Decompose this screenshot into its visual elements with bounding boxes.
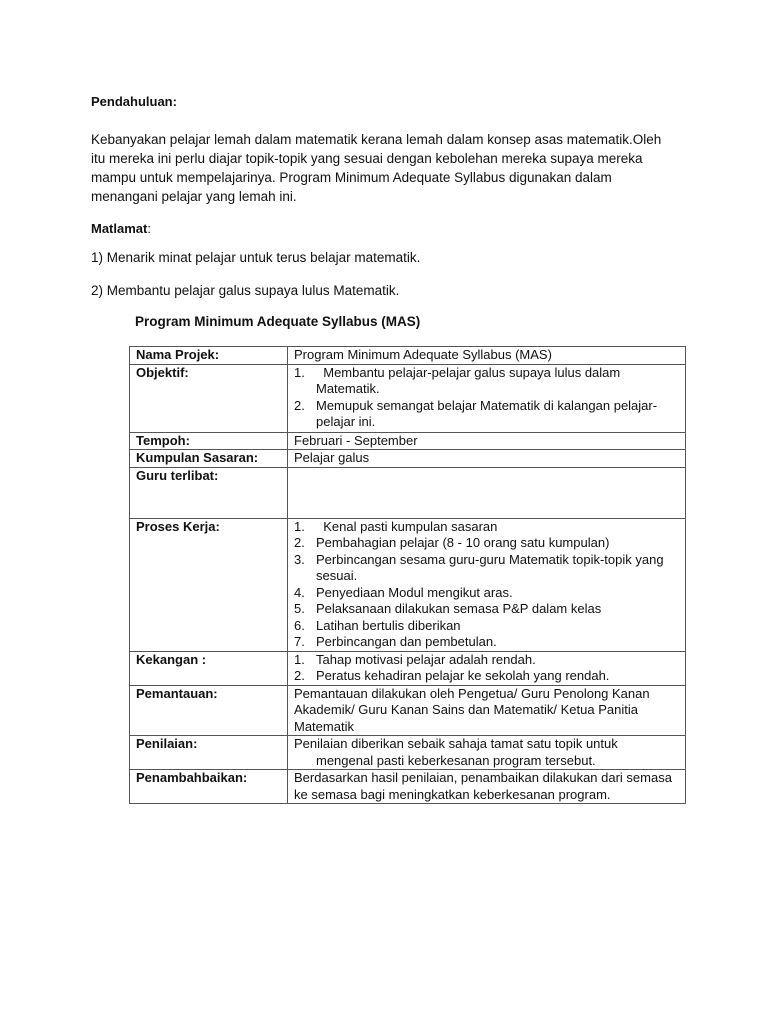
project-table — [129, 346, 686, 804]
item-text: Kenal pasti kumpulan sasaran — [316, 518, 498, 534]
table-row — [130, 364, 686, 432]
row-value: Program Minimum Adequate Syllabus (MAS) — [288, 347, 686, 365]
row-label: Kekangan : — [130, 651, 288, 685]
list-item — [294, 668, 679, 685]
row-value: Pemantauan dilakukan oleh Pengetua/ Guru Penolong Kanan Akademik/ Guru Kanan Sains dan Matematik/ Ketua Panitia Matematik — [288, 685, 686, 736]
intro-line: itu mereka ini perlu diajar topik-topik yang sesuai dengan kebolehan mereka supaya mereka — [91, 151, 643, 166]
kekangan-list — [294, 652, 679, 685]
list-item — [294, 634, 679, 651]
list-item — [294, 601, 679, 618]
intro-line: mampu untuk mempelajarinya. Program Minimum Adequate Syllabus digunakan dalam — [91, 170, 612, 185]
row-value: Berdasarkan hasil penilaian, penambaikan dilakukan dari semasa ke semasa bagi meningkatkan keberkesanan program. — [288, 770, 686, 804]
item-number: 4. — [294, 584, 305, 600]
item-text: Peratus kehadiran pelajar ke sekolah yang rendah. — [316, 668, 610, 683]
item-number: 1. — [294, 518, 305, 534]
row-label: Nama Projek: — [130, 347, 288, 365]
row-label: Guru terlibat: — [130, 467, 288, 518]
list-item — [294, 365, 679, 398]
matlamat-heading-text: Matlamat — [91, 221, 148, 236]
row-label: Pemantauan: — [130, 685, 288, 736]
intro-line: Kebanyakan pelajar lemah dalam matematik kerana lemah dalam konsep asas matematik.Oleh — [91, 132, 662, 147]
item-text: Tahap motivasi pelajar adalah rendah. — [316, 651, 536, 667]
table-row — [130, 432, 686, 450]
list-item — [294, 519, 679, 536]
table-row — [130, 651, 686, 685]
item-number: 1. — [294, 651, 305, 667]
matlamat-colon: : — [147, 221, 151, 236]
row-value — [288, 651, 686, 685]
row-label: Penilaian: — [130, 736, 288, 770]
objektif-list — [294, 365, 679, 431]
matlamat-item: 1) Menarik minat pelajar untuk terus belajar matematik. — [91, 250, 421, 265]
row-label: Penambahbaikan: — [130, 770, 288, 804]
matlamat-heading — [91, 221, 151, 236]
table-row — [130, 736, 686, 770]
list-item — [294, 652, 679, 669]
table-row — [130, 685, 686, 736]
table-row — [130, 770, 686, 804]
item-number: 7. — [294, 634, 305, 649]
table-row — [130, 450, 686, 468]
item-text: Pembahagian pelajar (8 - 10 orang satu kumpulan) — [316, 535, 610, 550]
table-row — [130, 467, 686, 518]
list-item — [294, 618, 679, 635]
item-text: Pelaksanaan dilakukan semasa P&P dalam kelas — [316, 601, 602, 616]
intro-paragraph — [91, 130, 701, 206]
item-number: 3. — [294, 551, 305, 567]
row-value — [288, 467, 686, 518]
row-label: Proses Kerja: — [130, 518, 288, 651]
row-label: Objektif: — [130, 364, 288, 432]
row-value — [288, 364, 686, 432]
proses-list — [294, 519, 679, 651]
matlamat-item: 2) Membantu pelajar galus supaya lulus Matematik. — [91, 283, 400, 298]
intro-line: menangani pelajar yang lemah ini. — [91, 189, 297, 204]
row-value: Pelajar galus — [288, 450, 686, 468]
item-text: Membantu pelajar-pelajar galus supaya lulus dalam Matematik. — [316, 364, 624, 396]
item-number: 2. — [294, 397, 305, 413]
item-number: 2. — [294, 668, 305, 683]
item-number: 2. — [294, 535, 305, 550]
item-text: Memupuk semangat belajar Matematik di kalangan pelajar-pelajar ini. — [316, 397, 658, 429]
table-title: Program Minimum Adequate Syllabus (MAS) — [135, 314, 421, 329]
penilaian-line: Penilaian diberikan sebaik sahaja tamat satu topik untuk — [294, 736, 618, 751]
intro-heading: Pendahuluan: — [91, 94, 177, 109]
row-value — [288, 736, 686, 770]
item-number: 6. — [294, 617, 305, 633]
item-text: Perbincangan sesama guru-guru Matematik topik-topik yang sesuai. — [316, 551, 664, 583]
penilaian-line: mengenal pasti keberkesanan program tersebut. — [316, 752, 596, 768]
row-value — [288, 518, 686, 651]
list-item — [294, 535, 679, 552]
item-text: Latihan bertulis diberikan — [316, 617, 461, 633]
item-text: Perbincangan dan pembetulan. — [316, 634, 497, 649]
row-label: Kumpulan Sasaran: — [130, 450, 288, 468]
list-item — [294, 398, 679, 431]
item-text: Penyediaan Modul mengikut aras. — [316, 584, 513, 600]
table-row — [130, 518, 686, 651]
item-number: 5. — [294, 601, 305, 616]
row-value: Februari - September — [288, 432, 686, 450]
row-label: Tempoh: — [130, 432, 288, 450]
list-item — [294, 552, 679, 585]
list-item — [294, 585, 679, 602]
table-row — [130, 347, 686, 365]
item-number: 1. — [294, 364, 305, 380]
